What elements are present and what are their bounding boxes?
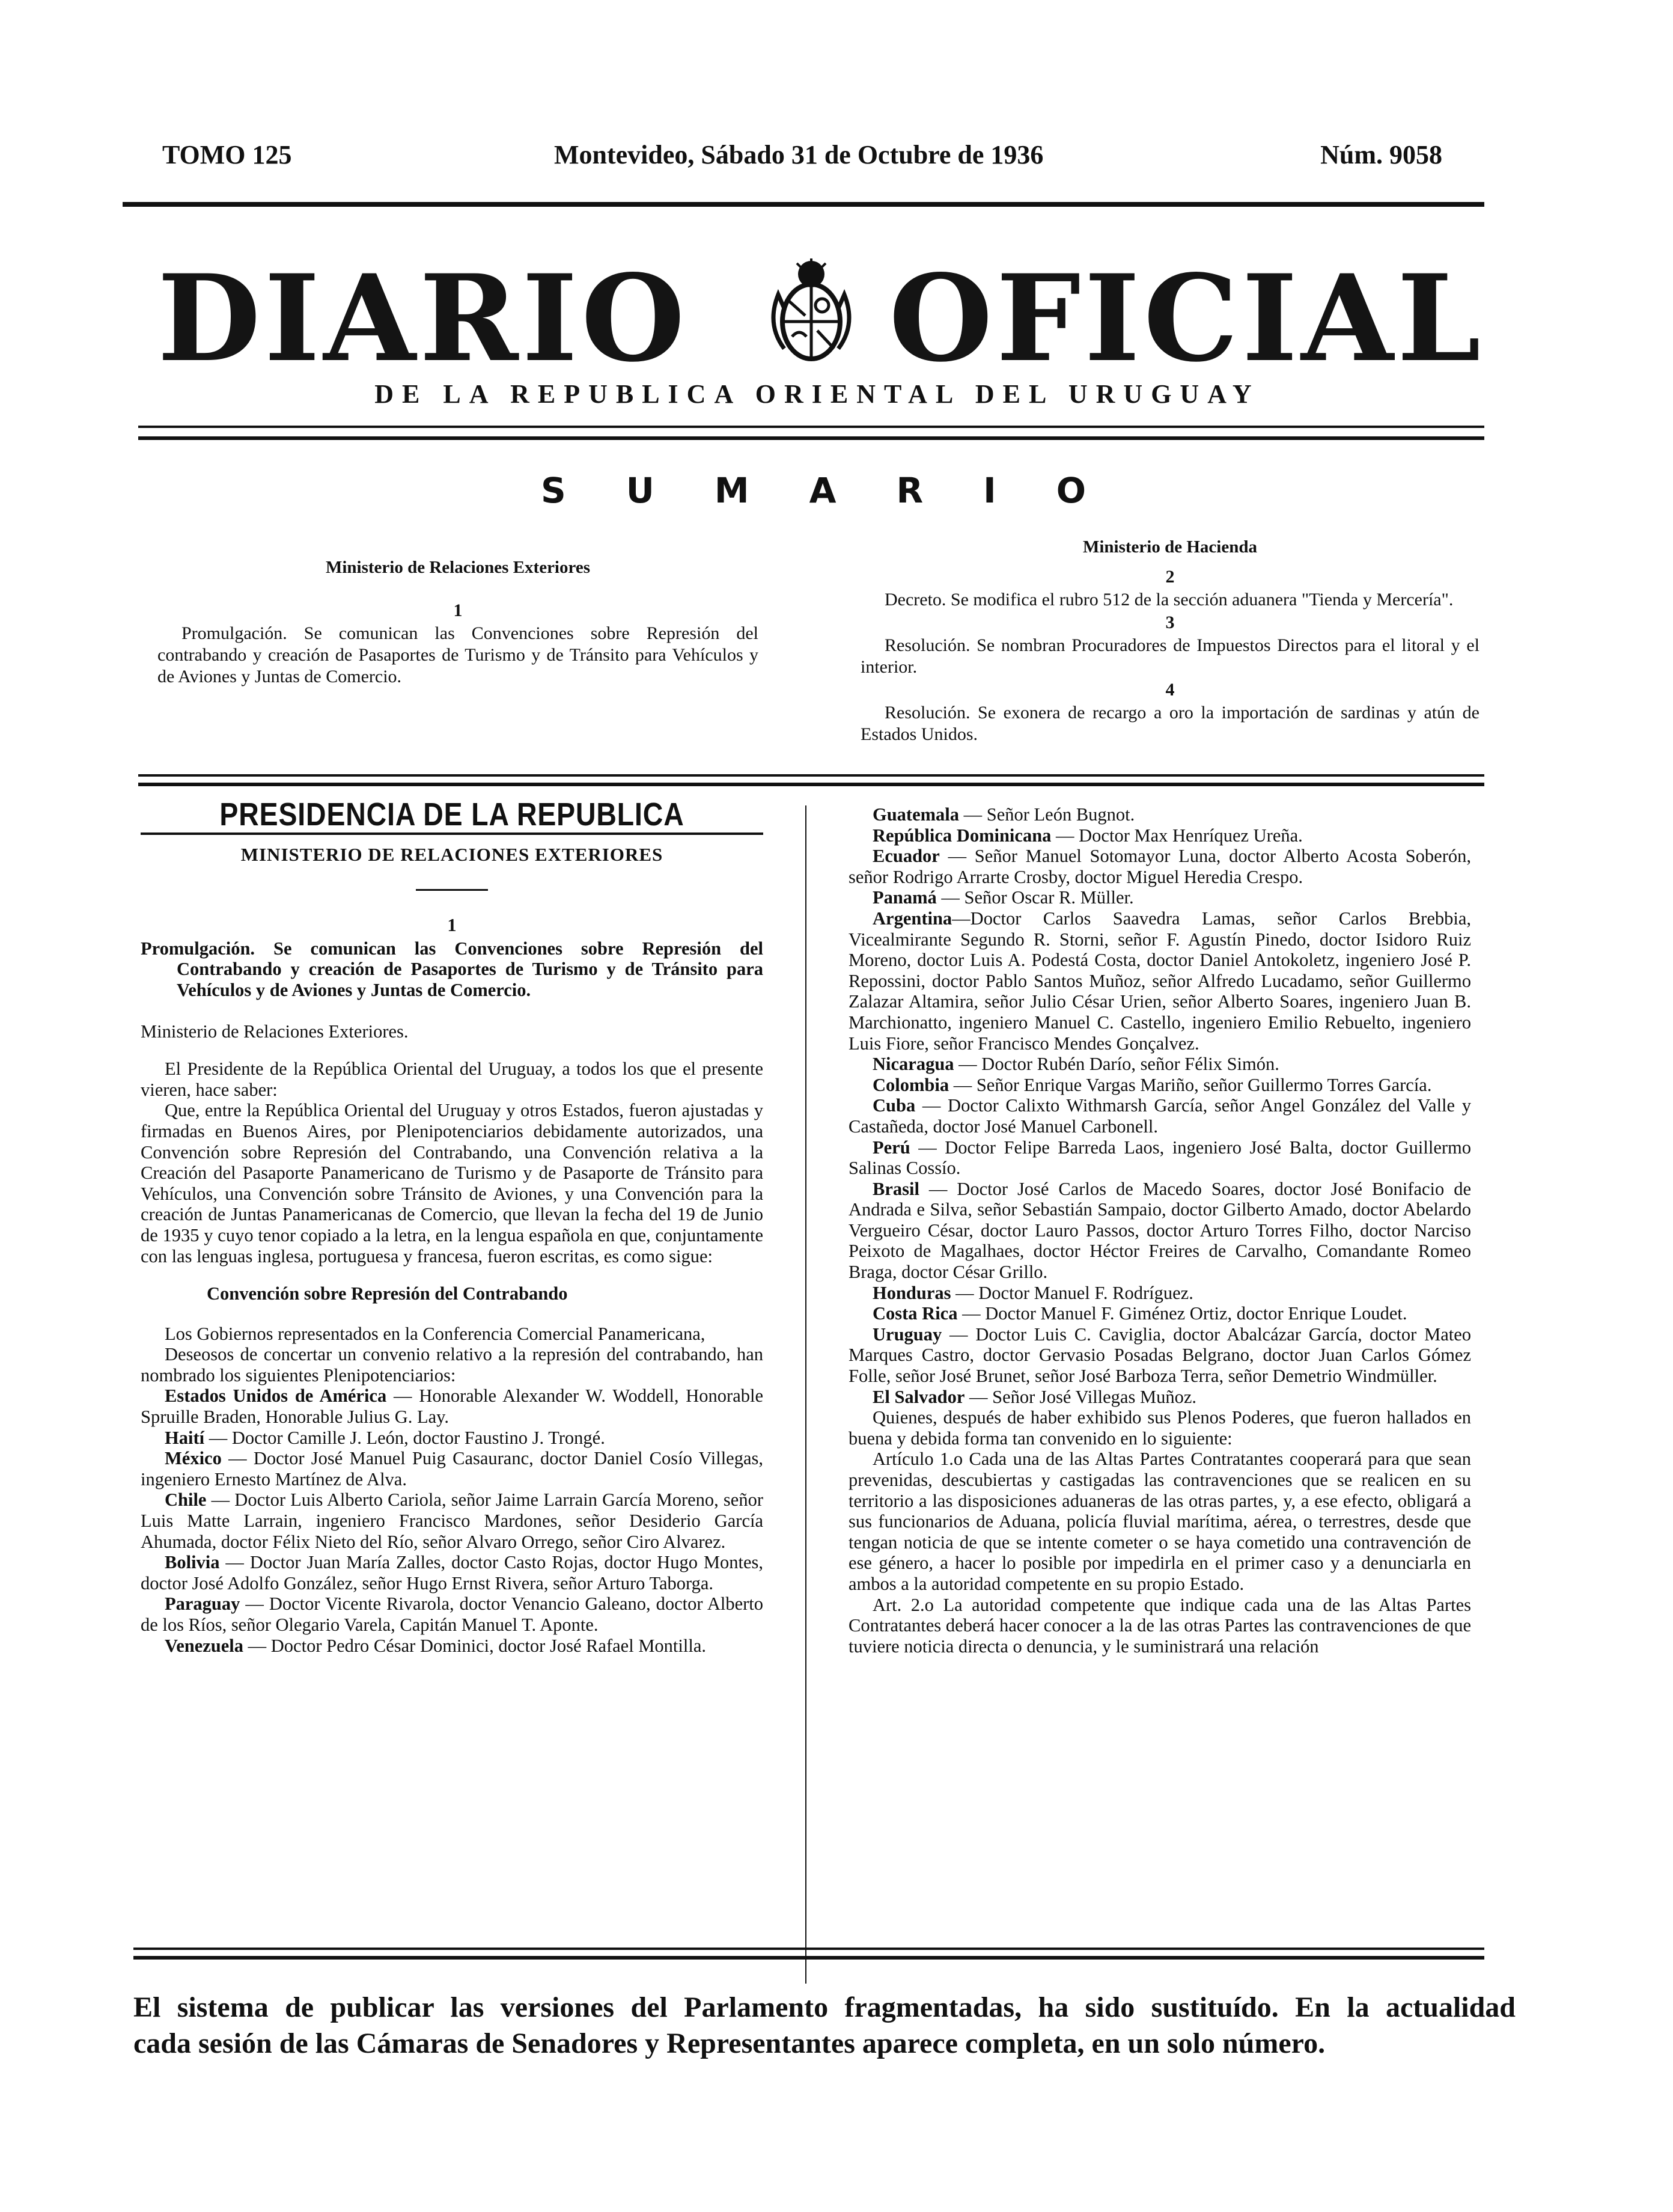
summary-right-column <box>861 536 1479 745</box>
spacer <box>141 1042 763 1059</box>
gobiernos-paragraph: Los Gobiernos representados en la Conferencia Comercial Panamericana, <box>165 1323 705 1344</box>
summary-item-number: 3 <box>1165 613 1175 632</box>
delegate-names: — Doctor José Carlos de Macedo Soares, doctor José Bonifacio de Andrada e Silva, señor Sebastián Sampaio, doctor Gilberto Amado, doctor Abelardo Vergueiro César, doctor Lauro Passos, doctor Arturo Torres Filho, doctor Narciso Peixoto de Magalhaes, doctor Héctor Freires de Carvalho, Comandante Romeo Braga, doctor César Grillo. <box>849 1178 1471 1283</box>
quienes-paragraph: Quienes, después de haber exhibido sus Plenos Poderes, que fueron hallados en buena y debida forma tan convenido en lo siguiente: <box>849 1407 1471 1449</box>
summary-item-number: 1 <box>453 600 463 620</box>
delegate-entry <box>141 1448 763 1489</box>
delegate-country: Argentina <box>873 908 952 929</box>
delegate-country: Nicaragua <box>873 1054 954 1075</box>
delegate-names: — Doctor Felipe Barreda Laos, ingeniero José Balta, doctor Guillermo Salinas Cossío. <box>849 1137 1471 1179</box>
ministry-heading: MINISTERIO DE RELACIONES EXTERIORES <box>240 843 663 865</box>
summary-left-column <box>157 557 758 688</box>
article-2-paragraph: Art. 2.o La autoridad competente que indique cada una de las Altas Partes Contratantes deberá hacer conocer a la de las otras Partes las contravenciones de que tuviere noticia directa o denuncia, y le suministrará una relación <box>849 1594 1471 1657</box>
delegate-entry <box>849 1283 1471 1304</box>
header-rule <box>123 202 1484 207</box>
intro-paragraph: El Presidente de la República Oriental del Uruguay, a todos los que el presente vieren, hace saber: <box>141 1059 763 1100</box>
issue-date: Montevideo, Sábado 31 de Octubre de 1936 <box>554 140 1044 170</box>
footer-rule-bottom <box>133 1956 1484 1960</box>
delegate-country: El Salvador <box>873 1386 965 1407</box>
delegate-entry <box>849 1179 1471 1283</box>
delegate-country: Paraguay <box>165 1593 240 1615</box>
summary-ministry-heading: Ministerio de Hacienda <box>1083 537 1257 557</box>
spacer <box>141 1266 763 1283</box>
masthead <box>150 248 1484 388</box>
convention-title: Convención sobre Represión del Contrabando <box>207 1283 568 1304</box>
delegate-names: — Doctor Pedro César Dominici, doctor José Rafael Montilla. <box>243 1635 706 1656</box>
masthead-rule-top <box>138 426 1484 428</box>
delegate-entry <box>849 1095 1471 1137</box>
delegate-names: — Señor Enrique Vargas Mariño, señor Guillermo Torres García. <box>949 1074 1432 1095</box>
summary-ministry-heading: Ministerio de Relaciones Exteriores <box>326 558 590 577</box>
delegate-entry <box>849 1075 1471 1096</box>
delegate-country: Bolivia <box>165 1552 220 1573</box>
short-divider <box>416 889 488 891</box>
body-left-column <box>141 796 763 1656</box>
delegate-entry <box>141 1386 763 1427</box>
delegate-country: Perú <box>873 1137 910 1158</box>
delegate-names: — Doctor Vicente Rivarola, doctor Venancio Galeano, doctor Alberto de los Ríos, señor Olegario Varela, Capitán Manuel T. Aponte. <box>141 1593 763 1635</box>
delegate-names: — Señor Oscar R. Müller. <box>936 887 1134 908</box>
delegate-names: — Señor Manuel Sotomayor Luna, doctor Alberto Acosta Soberón, señor Rodrigo Arrarte Crosby, doctor Miguel Heredia Crespo. <box>849 846 1471 887</box>
summary-rule-bottom <box>138 783 1484 786</box>
delegate-names: — Señor José Villegas Muñoz. <box>964 1386 1196 1407</box>
section-rule <box>141 833 763 835</box>
ministry-line: Ministerio de Relaciones Exteriores. <box>141 1021 409 1042</box>
summary-item-number: 4 <box>1165 680 1175 700</box>
delegate-country: Uruguay <box>873 1324 942 1345</box>
summary-item-text: Resolución. Se nombran Procuradores de Impuestos Directos para el litoral y el interior. <box>861 635 1479 677</box>
delegate-entry <box>849 1324 1471 1387</box>
delegate-entry <box>849 1387 1471 1408</box>
delegate-country: Costa Rica <box>873 1303 958 1324</box>
que-paragraph: Que, entre la República Oriental del Uruguay y otros Estados, fueron ajustadas y firmadas en Buenos Aires, por Plenipotenciarios debidamente autorizados, una Convención sobre Represión del Contrabando, una Convención relativa a la Creación del Pasaporte Panamericano de Turismo y de Pasaporte de Tránsito para Vehículos, una Convención sobre Tránsito de Aviones, y una Convención para la creación de Juntas Panamericanas de Comercio, que llevan la fecha del 19 de Junio de 1935 y cuyo tenor copiado a la letra, en la lengua española en que, conjuntamente con las lenguas inglesa, portuguesa y francesa, fueron escritas, es como sigue: <box>141 1100 763 1266</box>
delegate-country: Panamá <box>873 887 937 908</box>
notice-line-1: El sistema de publicar las versiones del Parlamento fragmentadas, ha sido sustituído. En la actualidad <box>133 1991 1516 2023</box>
masthead-subtitle: DE LA REPUBLICA ORIENTAL DEL URUGUAY <box>374 379 1260 409</box>
delegate-entry <box>849 887 1471 908</box>
delegate-entry <box>141 1489 763 1552</box>
delegate-entry <box>141 1593 763 1635</box>
masthead-title-left: DIARIO <box>157 248 689 388</box>
delegate-country: Honduras <box>873 1282 951 1303</box>
summary-item-text: Resolución. Se exonera de recargo a oro la importación de sardinas y atún de Estados Unidos. <box>861 703 1479 744</box>
delegate-names: — Doctor Luis C. Caviglia, doctor Abalcázar García, doctor Mateo Marques Castro, doctor Gervasio Posadas Belgrano, doctor Juan Carlos Gómez Folle, señor José Brunet, señor José Barboza Terra, señor Demetrio Windmüller. <box>849 1324 1471 1387</box>
delegate-names: — Honorable Alexander W. Woddell, Honorable Spruille Braden, Honorable Julius G. Lay. <box>141 1386 763 1428</box>
delegate-names: — Doctor José Manuel Puig Casauranc, doctor Daniel Cosío Villegas, ingeniero Ernesto Martínez de Alva. <box>141 1448 763 1489</box>
delegate-entry <box>849 1137 1471 1179</box>
body-right-column <box>849 804 1471 1657</box>
delegate-country: Haití <box>165 1427 205 1448</box>
delegate-country: Guatemala <box>873 804 960 825</box>
delegate-country: Venezuela <box>165 1635 244 1656</box>
notice-line-2: cada sesión de las Cámaras de Senadores y Representantes aparece completa, en un solo número. <box>133 2027 1326 2059</box>
delegate-entry <box>141 1428 763 1449</box>
delegate-country: Chile <box>165 1489 207 1511</box>
footer-rule-top <box>133 1948 1484 1950</box>
section-heading: PRESIDENCIA DE LA REPUBLICA <box>219 796 684 833</box>
summary-item-text: Decreto. Se modifica el rubro 512 de la sección aduanera "Tienda y Mercería". <box>885 590 1454 610</box>
delegate-names: — Doctor Rubén Darío, señor Félix Simón. <box>954 1054 1279 1075</box>
delegate-entry <box>849 908 1471 1054</box>
summary-item-text: Promulgación. Se comunican las Convenciones sobre Represión del contrabando y creación de Pasaportes de Turismo y de Tránsito para Vehículos y de Aviones y Juntas de Comercio. <box>157 623 758 686</box>
coat-of-arms-icon <box>751 258 871 379</box>
delegate-entry <box>849 825 1471 846</box>
delegate-names: — Doctor Calixto Withmarsh García, señor Angel González del Valle y Castañeda, doctor José Manuel Carbonell. <box>849 1095 1471 1137</box>
delegate-country: República Dominicana <box>873 825 1052 846</box>
delegate-entry <box>849 846 1471 887</box>
promulgation-headline: Promulgación. Se comunican las Convenciones sobre Represión del Contrabando y creación de Pasaportes de Turismo y de Tránsito para Vehículos y de Aviones y Juntas de Comercio. <box>141 938 763 1000</box>
masthead-title-right: OFICIAL <box>889 248 1484 388</box>
summary-heading: SUMARIO <box>541 470 1147 511</box>
delegate-country: Cuba <box>873 1095 916 1116</box>
delegate-names: — Doctor Camille J. León, doctor Faustino J. Trongé. <box>204 1427 605 1448</box>
delegate-entry <box>849 1303 1471 1324</box>
delegate-entry <box>849 1054 1471 1075</box>
delegate-entry <box>141 1636 763 1657</box>
column-divider <box>805 805 806 1984</box>
delegate-country: Brasil <box>873 1178 919 1199</box>
issue-header <box>162 139 1442 182</box>
masthead-rule-bottom <box>138 436 1484 440</box>
delegate-names: — Doctor Manuel F. Rodríguez. <box>951 1282 1193 1303</box>
delegate-names: —Doctor Carlos Saavedra Lamas, señor Carlos Brebbia, Vicealmirante Segundo R. Storni, señor F. Agustín Pinedo, doctor Isidoro Ruiz Moreno, doctor Luis A. Podestá Costa, doctor Daniel Antokoletz, ingeniero José P. Repossini, doctor Pablo Santos Muñoz, señor Alfredo Lucadamo, señor Guillermo Zalazar Altamira, señor Julio César Urien, señor Alberto Soares, ingeniero Juan B. Marchionatto, ingeniero Manuel C. Castello, ingeniero Emilio Rebuelto, ingeniero Luis Fiore, señor Francisco Mendes Gonçalvez. <box>849 908 1471 1054</box>
footer-notice <box>133 1990 1516 2062</box>
volume-number: TOMO 125 <box>162 140 292 170</box>
delegate-names: — Señor León Bugnot. <box>959 804 1135 825</box>
article-number: 1 <box>447 915 457 936</box>
issue-number: Núm. 9058 <box>1320 140 1442 170</box>
delegate-country: Colombia <box>873 1074 949 1095</box>
delegate-entry <box>141 1552 763 1593</box>
delegate-names: — Doctor Max Henríquez Ureña. <box>1051 825 1303 846</box>
summary-item-number: 2 <box>1165 567 1175 587</box>
delegate-country: México <box>165 1448 222 1469</box>
delegate-names: — Doctor Luis Alberto Cariola, señor Jaime Larrain García Moreno, señor Luis Matte Larrain, ingeniero Francisco Mardones, señor Desiderio García Ahumada, doctor Félix Nieto del Río, señor Alvaro Orrego, señor Ciro Alvarez. <box>141 1489 763 1552</box>
summary-rule-top <box>138 774 1484 777</box>
deseosos-paragraph: Deseosos de concertar un convenio relativo a la represión del contrabando, han nombrado los siguientes Plenipotenciarios: <box>141 1344 763 1386</box>
delegate-names: — Doctor Manuel F. Giménez Ortiz, doctor Enrique Loudet. <box>957 1303 1407 1324</box>
delegate-country: Ecuador <box>873 846 940 867</box>
delegate-entry <box>849 804 1471 825</box>
article-1-paragraph: Artículo 1.o Cada una de las Altas Partes Contratantes cooperará para que sean prevenidas, descubiertas y castigadas las contravenciones que se realicen en su territorio a las disposiciones aduaneras de las otras partes, y, a ese efecto, obligará a sus funcionarios de Aduana, policía fluvial marítima, aérea, o terrestres, desde que tengan noticia de que se intente cometer o se haya cometido una contravención de ese género, a hacer lo posible por impedirla en el primer caso y a denunciarla en ambos a la autoridad competente en su propio Estado. <box>849 1449 1471 1594</box>
delegate-names: — Doctor Juan María Zalles, doctor Casto Rojas, doctor Hugo Montes, doctor José Adolfo González, señor Hugo Ernst Rivera, señor Arturo Taborga. <box>141 1552 763 1593</box>
delegate-country: Estados Unidos de América <box>165 1386 387 1407</box>
